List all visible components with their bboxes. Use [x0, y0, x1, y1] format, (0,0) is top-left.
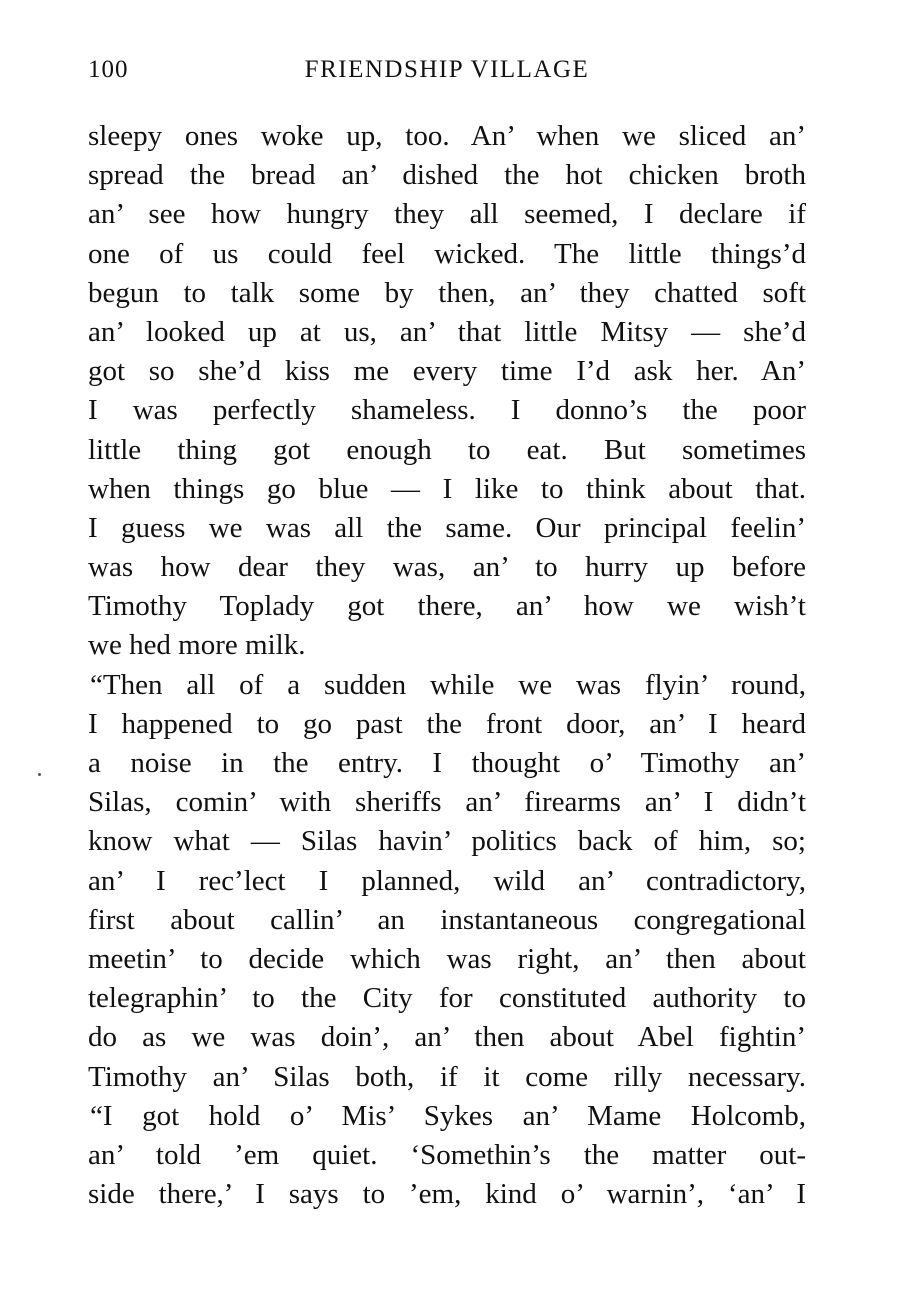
- text-line: “Then all of a sudden while we was flyin’ round,: [90, 668, 806, 701]
- running-head: [88, 56, 806, 92]
- text-line: first about callin’ an instantaneous congregational: [88, 903, 806, 936]
- text-line: an’ looked up at us, an’ that little Mitsy — she’d: [88, 315, 806, 348]
- text-line: one of us could feel wicked. The little things’d: [88, 237, 806, 270]
- text-line: Silas, comin’ with sheriffs an’ firearms an’ I didn’t: [88, 786, 806, 819]
- text-line: was how dear they was, an’ to hurry up before: [88, 551, 806, 584]
- text-line: begun to talk some by then, an’ they chatted soft: [88, 276, 806, 309]
- text-line: “I got hold o’ Mis’ Sykes an’ Mame Holcomb,: [90, 1099, 806, 1132]
- text-line: an’ told ’em quiet. ‘Somethin’s the matter out-: [88, 1138, 806, 1171]
- text-line: telegraphin’ to the City for constituted authority to: [88, 982, 806, 1015]
- text-line: side there,’ I says to ’em, kind o’ warnin’, ‘an’ I: [88, 1178, 806, 1211]
- text-line: we hed more milk.: [88, 629, 306, 662]
- stray-ink-dot: [38, 773, 41, 776]
- text-line: when things go blue — I like to think about that.: [88, 472, 806, 505]
- text-line: little thing got enough to eat. But sometimes: [88, 433, 806, 466]
- page-number: 100: [88, 56, 129, 83]
- running-title: FRIENDSHIP VILLAGE: [304, 56, 590, 83]
- paragraph-3: [88, 1097, 806, 1215]
- text-line: know what — Silas havin’ politics back of him, so;: [88, 825, 806, 858]
- text-line: I happened to go past the front door, an’ I heard: [88, 707, 806, 740]
- text-line: an’ I rec’lect I planned, wild an’ contradictory,: [88, 864, 806, 897]
- text-line: got so she’d kiss me every time I’d ask her. An’: [88, 355, 806, 388]
- text-line: meetin’ to decide which was right, an’ then about: [88, 942, 806, 975]
- text-line: an’ see how hungry they all seemed, I declare if: [88, 198, 806, 231]
- text-line: I guess we was all the same. Our principal feelin’: [88, 511, 806, 544]
- paragraph-1: [88, 117, 806, 666]
- body-text: [88, 117, 806, 1214]
- text-line: Timothy Toplady got there, an’ how we wish’t: [88, 590, 806, 623]
- text-line: spread the bread an’ dished the hot chicken broth: [88, 159, 806, 192]
- text-line: Timothy an’ Silas both, if it come rilly necessary.: [88, 1060, 806, 1093]
- text-line: do as we was doin’, an’ then about Abel fightin’: [88, 1021, 806, 1054]
- paragraph-2: [88, 666, 806, 1097]
- text-line: sleepy ones woke up, too. An’ when we sliced an’: [88, 120, 806, 152]
- text-line: a noise in the entry. I thought o’ Timothy an’: [88, 747, 806, 779]
- text-line: I was perfectly shameless. I donno’s the poor: [88, 394, 806, 427]
